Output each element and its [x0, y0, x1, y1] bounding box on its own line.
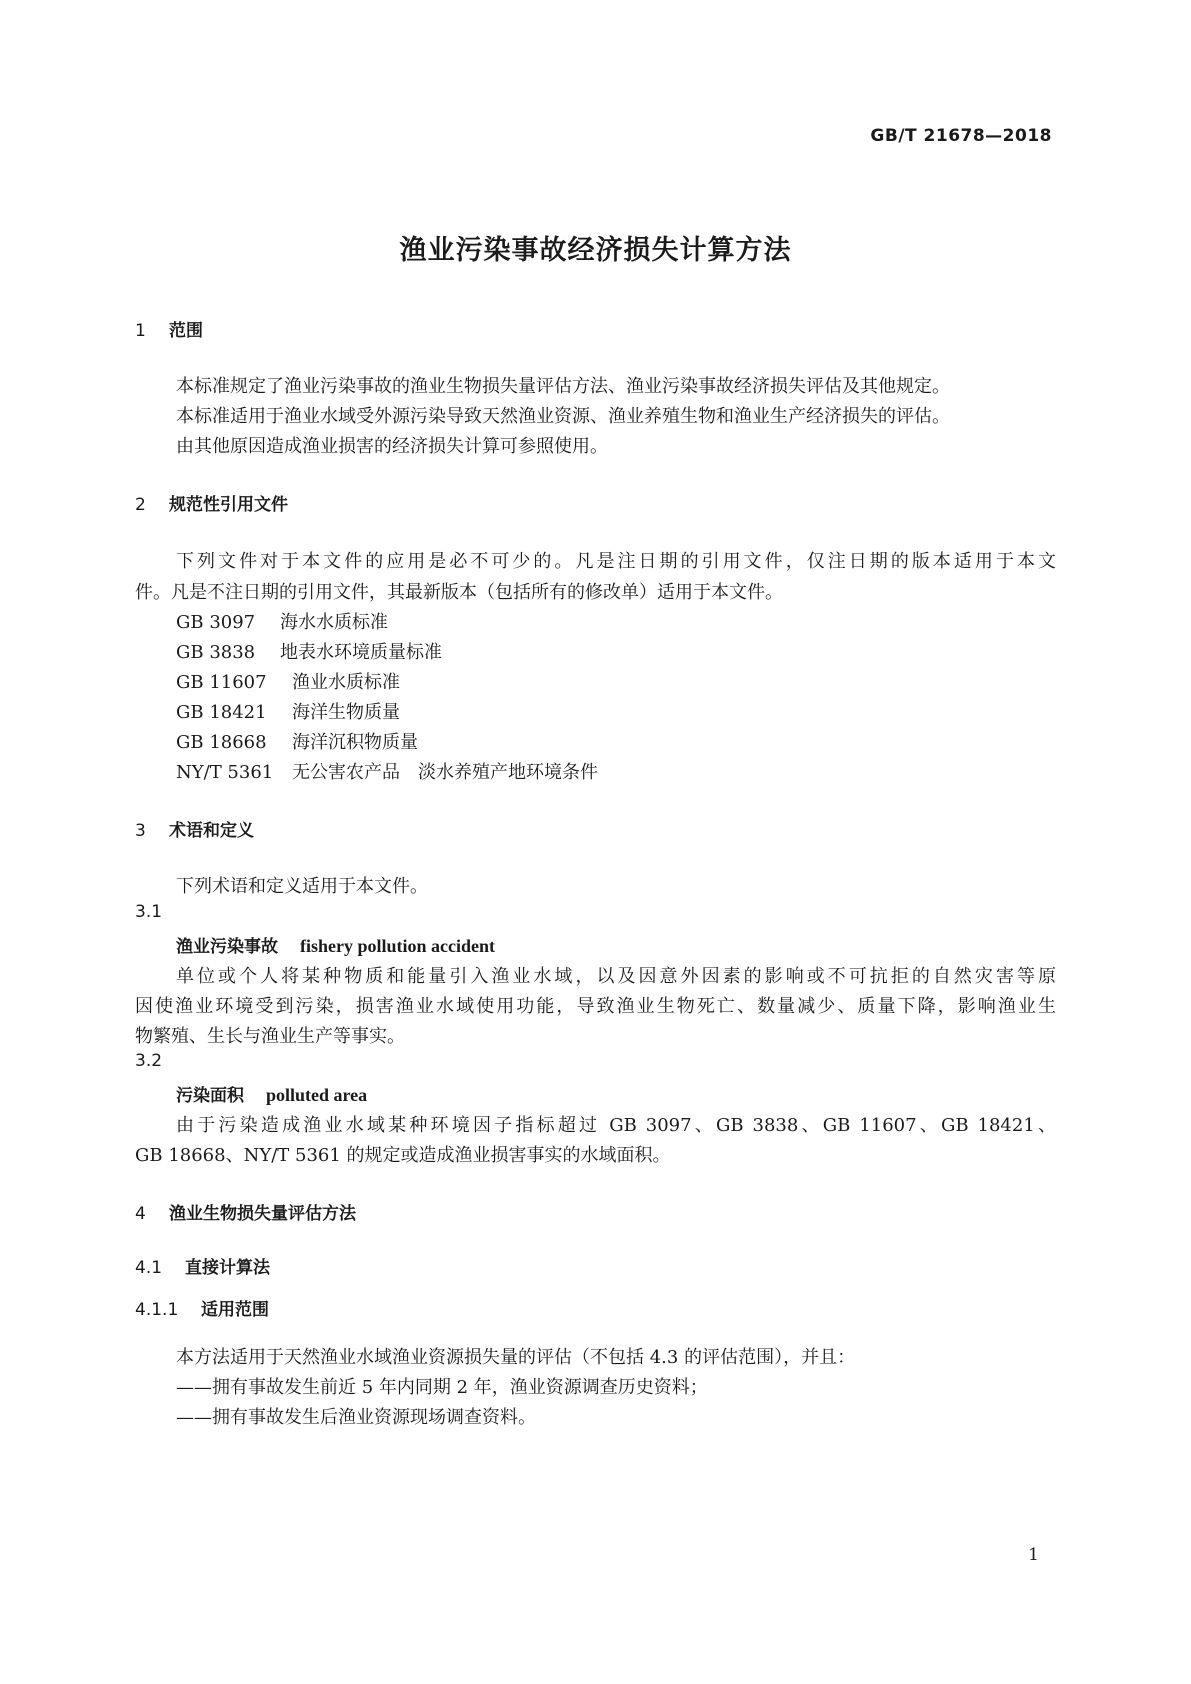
standard-code: GB/T 21678—2018: [870, 126, 1052, 146]
page-number: 1: [1028, 1545, 1039, 1565]
reference-code: GB 3838: [176, 642, 256, 663]
reference-code: NY/T 5361: [176, 762, 274, 783]
definition-line: 单位或个人将某种物质和能量引入渔业水域，以及因意外因素的影响或不可抗拒的自然灾害等原: [176, 966, 1056, 987]
definition-line: 物繁殖、生长与渔业生产等事实。: [135, 1026, 405, 1047]
reference-title: 地表水环境质量标准: [280, 642, 442, 663]
reference-code: GB 11607: [176, 672, 267, 693]
reference-item: [176, 608, 388, 634]
section-number: 4.1: [135, 1258, 163, 1278]
section-number: 4: [135, 1204, 146, 1224]
term-zh: 污染面积: [176, 1086, 244, 1106]
reference-item: [176, 638, 442, 664]
section-title: 术语和定义: [169, 821, 254, 841]
subsection-heading: [135, 1295, 269, 1320]
term-number: 3.1: [135, 902, 163, 922]
reference-code: GB 3097: [176, 612, 256, 633]
paragraph: 下列文件对于本文件的应用是必不可少的。凡是注日期的引用文件，仅注日期的版本适用于本文: [176, 551, 1056, 572]
section-number: 2: [135, 495, 146, 515]
section-3-heading: [135, 816, 254, 841]
section-title: 范围: [169, 321, 203, 341]
section-2-heading: [135, 490, 288, 515]
definition-line: 由于污染造成渔业水域某种环境因子指标超过 GB 3097、GB 3838、GB 11607、GB 18421、: [176, 1115, 1056, 1136]
reference-code: GB 18668: [176, 732, 267, 753]
term-en: fishery pollution accident: [300, 936, 496, 956]
reference-item: [176, 728, 418, 754]
section-title: 规范性引用文件: [169, 495, 288, 515]
term-en: polluted area: [266, 1085, 368, 1105]
reference-title: 渔业水质标准: [292, 672, 400, 693]
section-number: 4.1.1: [135, 1300, 179, 1320]
reference-title: 海洋生物质量: [292, 702, 400, 723]
subsection-heading: [135, 1253, 270, 1278]
reference-item: [176, 698, 400, 724]
paragraph: 由其他原因造成渔业损害的经济损失计算可参照使用。: [176, 436, 608, 457]
definition-line: 因使渔业环境受到污染，损害渔业水域使用功能，导致渔业生物死亡、数量减少、质量下降，影响渔业生: [135, 996, 1056, 1017]
paragraph: 本标准规定了渔业污染事故的渔业生物损失量评估方法、渔业污染事故经济损失评估及其他规定。: [176, 376, 950, 397]
reference-title: 海水水质标准: [280, 612, 388, 633]
paragraph: 件。凡是不注日期的引用文件，其最新版本（包括所有的修改单）适用于本文件。: [135, 582, 783, 603]
reference-item: [176, 758, 598, 784]
section-title: 适用范围: [201, 1300, 269, 1320]
term-heading: [176, 1081, 367, 1106]
term-number: 3.2: [135, 1051, 163, 1071]
section-1-heading: [135, 316, 203, 341]
section-title: 渔业生物损失量评估方法: [169, 1204, 356, 1224]
list-item: ——拥有事故发生前近 5 年内同期 2 年，渔业资源调查历史资料；: [176, 1377, 708, 1398]
term-zh: 渔业污染事故: [176, 937, 278, 957]
definition-line: GB 18668、NY/T 5361 的规定或造成渔业损害事实的水域面积。: [135, 1145, 671, 1166]
paragraph: 下列术语和定义适用于本文件。: [176, 876, 428, 897]
reference-title: 海洋沉积物质量: [292, 732, 418, 753]
document-title: 渔业污染事故经济损失计算方法: [399, 235, 792, 266]
section-number: 1: [135, 321, 146, 341]
reference-title: 无公害农产品 淡水养殖产地环境条件: [292, 762, 598, 783]
reference-item: [176, 668, 400, 694]
reference-code: GB 18421: [176, 702, 267, 723]
section-number: 3: [135, 821, 146, 841]
paragraph: 本标准适用于渔业水域受外源污染导致天然渔业资源、渔业养殖生物和渔业生产经济损失的评估。: [176, 406, 950, 427]
section-4-heading: [135, 1199, 356, 1224]
list-item: ——拥有事故发生后渔业资源现场调查资料。: [176, 1407, 536, 1428]
term-heading: [176, 932, 495, 957]
paragraph: 本方法适用于天然渔业水域渔业资源损失量的评估（不包括 4.3 的评估范围），并且：: [176, 1347, 856, 1368]
section-title: 直接计算法: [185, 1258, 270, 1278]
